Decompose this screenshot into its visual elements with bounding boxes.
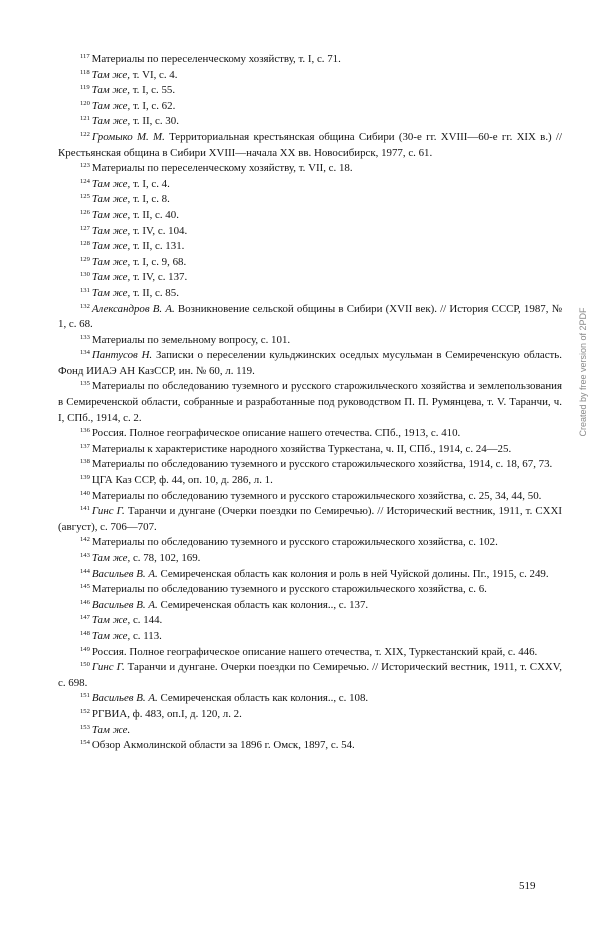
footnote-number: 124 — [80, 177, 90, 185]
footnote-text: Записки о переселении кульджинских оседлых мусульман в Семиреченскую область. Фонд ИИАЭ АН КазССР, ин. № 60, л. 119. — [58, 349, 562, 377]
footnote — [58, 348, 562, 379]
footnote — [58, 224, 562, 240]
footnote-author: Гинс Г. — [91, 661, 125, 674]
footnote-number: 121 — [80, 115, 90, 123]
footnote-number: 147 — [80, 614, 90, 622]
footnote-author: Там же, — [91, 99, 131, 112]
watermark-text: Created by free version of 2PDF — [578, 307, 588, 437]
footnote — [58, 473, 562, 489]
footnote-text: Территориальная крестьянская община Сибири (30-е гг. XVIII—60-е гг. XIX в.) // Крестьянская община в Сибири XVIII—начала XX вв. Новосибирск, 1977, с. 61. — [58, 130, 562, 159]
footnote-text: Обзор Акмолинской области за 1896 г. Омск, 1897, с. 54. — [91, 739, 355, 752]
footnote — [58, 582, 562, 598]
footnote-text: т. II, с. 30. — [130, 115, 179, 128]
footnote-text: с. 78, 102, 169. — [130, 552, 201, 564]
footnote — [58, 270, 562, 286]
footnote — [58, 286, 562, 302]
footnote — [58, 208, 562, 224]
footnote-number: 138 — [80, 458, 90, 466]
footnote — [58, 239, 562, 255]
footnote — [58, 738, 562, 754]
footnote-text: Таранчи и дунгане. Очерки поездки по Семиречью. // Исторический вестник, 1911, т. CXXV, с. 698. — [58, 661, 562, 689]
footnote-author: Там же, — [91, 552, 131, 564]
footnote-number: 145 — [80, 583, 90, 591]
page-number: 519 — [519, 880, 536, 892]
footnote-text: с. 144. — [130, 614, 163, 627]
footnote-number: 129 — [80, 255, 90, 263]
footnote-author: Там же. — [91, 723, 131, 736]
footnote — [58, 504, 562, 535]
footnote — [58, 255, 562, 271]
footnote-author: Там же, — [91, 177, 131, 190]
footnote-author: Васильев В. А. — [91, 692, 158, 705]
footnote-text: т. I, с. 55. — [129, 84, 176, 97]
footnote-number: 150 — [80, 661, 90, 669]
footnote-text: т. IV, с. 137. — [130, 271, 188, 284]
footnote-number: 144 — [80, 567, 90, 575]
footnote-text: Семиреченская область как колония.., с. 108. — [157, 692, 369, 705]
footnote-number: 141 — [80, 505, 90, 513]
footnote — [58, 691, 562, 707]
footnote-text: т. I, с. 62. — [130, 99, 176, 112]
footnote — [58, 723, 562, 739]
footnote-number: 127 — [80, 224, 90, 232]
footnote-author: Там же, — [91, 68, 130, 81]
footnote — [58, 613, 562, 629]
footnote — [58, 489, 562, 505]
footnote-text: Материалы по обследованию туземного и русского старожильческого хозяйства, 1914, с. 18, 67, 73. — [91, 458, 553, 471]
footnote-text: Материалы к характеристике народного хозяйства Туркестана, ч. II, СПб., 1914, с. 24—25. — [91, 442, 512, 455]
footnote — [58, 192, 562, 208]
footnote-number: 125 — [80, 193, 90, 201]
footnote-author: Васильев В. А. — [91, 598, 158, 611]
footnote — [58, 535, 562, 551]
footnote-author: Там же, — [91, 629, 131, 642]
footnote-author: Там же, — [91, 271, 131, 284]
footnote — [58, 379, 562, 426]
footnotes-list — [58, 52, 562, 754]
footnote-number: 120 — [80, 99, 90, 107]
footnote — [58, 114, 562, 130]
footnote — [58, 99, 562, 115]
footnote — [58, 551, 562, 567]
footnote-number: 130 — [80, 271, 90, 279]
footnote-number: 151 — [80, 692, 90, 700]
footnote-text: т. II, с. 40. — [130, 208, 179, 221]
footnote-text: Возникновение сельской общины в Сибири (XVII век). // История СССР, 1987, № 1, с. 68. — [58, 302, 562, 331]
footnote — [58, 130, 562, 161]
footnote — [58, 161, 562, 177]
footnote-author: Пантусов Н. — [91, 349, 153, 362]
footnote-text: Материалы по земельному вопросу, с. 101. — [91, 333, 291, 346]
footnote — [58, 426, 562, 442]
footnote — [58, 707, 562, 723]
footnote-author: Там же, — [91, 255, 131, 268]
footnote-number: 135 — [80, 380, 90, 388]
footnote-text: Материалы по переселенческому хозяйству, т. VII, с. 18. — [91, 162, 353, 175]
footnote-text: т. I, с. 8. — [130, 193, 170, 206]
footnote — [58, 333, 562, 349]
footnote-text: с. 113. — [130, 629, 162, 642]
footnote-number: 142 — [80, 536, 90, 544]
footnote — [58, 457, 562, 473]
footnote-number: 134 — [80, 349, 90, 357]
footnote-author: Гинс Г. — [91, 505, 125, 518]
footnote-author: Там же, — [91, 240, 131, 253]
footnote-text: Материалы по обследованию туземного и русского старожильческого хозяйства, с. 102. — [91, 536, 498, 549]
footnote-author: Там же, — [91, 115, 131, 128]
footnote — [58, 598, 562, 614]
footnote-number: 143 — [80, 552, 90, 559]
footnote-number: 118 — [80, 68, 90, 76]
footnote-text: Материалы по обследованию туземного и русского старожильческого хозяйства, с. 25, 34, 44, 50. — [91, 489, 542, 502]
footnote-number: 131 — [80, 286, 90, 294]
footnote-text: т. II, с. 131. — [130, 240, 185, 253]
footnote-number: 126 — [80, 208, 90, 216]
footnote-number: 137 — [80, 442, 90, 450]
footnote-number: 146 — [80, 598, 90, 606]
footnote-author: Громыко М. М. — [91, 130, 165, 143]
footnote-author: Там же, — [91, 614, 131, 627]
footnote-author: Там же, — [91, 286, 131, 299]
footnote-number: 136 — [80, 427, 90, 435]
footnote-number: 152 — [80, 707, 90, 715]
footnote-number: 123 — [80, 162, 90, 170]
footnote-author: Васильев В. А. — [91, 567, 158, 580]
footnote-text: Россия. Полное географическое описание нашего отечества, т. XIX, Туркестанский край, с. 446. — [91, 645, 538, 658]
footnote-text: т. II, с. 85. — [130, 286, 179, 299]
footnote — [58, 68, 562, 84]
footnote-text: т. I, с. 4. — [130, 177, 170, 190]
footnote-text: т. I, с. 9, 68. — [130, 255, 187, 268]
footnote — [58, 302, 562, 333]
footnote-author: Там же, — [91, 84, 130, 97]
footnote-number: 153 — [80, 723, 90, 731]
footnote — [58, 660, 562, 691]
footnote-text: Материалы по переселенческому хозяйству, т. I, с. 71. — [91, 53, 341, 65]
footnote-text: Таранчи и дунгане (Очерки поездки по Семиречью). // Исторический вестник, 1911, т. CXXI (август), с. 706—707. — [58, 505, 562, 533]
footnote-number: 119 — [80, 84, 90, 92]
footnote-author: Там же, — [91, 193, 131, 206]
footnote-author: Александров В. А. — [91, 302, 175, 315]
footnote-number: 133 — [80, 333, 90, 341]
footnote-number: 154 — [80, 739, 90, 747]
footnote-number: 122 — [80, 130, 90, 138]
footnote — [58, 177, 562, 193]
footnote-author: Там же, — [91, 208, 131, 221]
footnote-text: т. VI, с. 4. — [129, 68, 178, 81]
footnote-text: Россия. Полное географическое описание нашего отечества. СПб., 1913, с. 410. — [91, 427, 461, 440]
footnote-number: 149 — [80, 645, 90, 653]
footnote-number: 128 — [80, 240, 90, 248]
footnote-number: 148 — [80, 629, 90, 637]
footnote-number: 139 — [80, 474, 90, 482]
footnote-number: 140 — [80, 489, 90, 497]
footnote-text: Семиреченская область как колония и роль в ней Чуйской долины. Пг., 1915, с. 249. — [157, 567, 549, 580]
footnote-text: ЦГА Каз ССР, ф. 44, оп. 10, д. 286, л. 1. — [91, 474, 273, 487]
footnote-text: Семиреченская область как колония.., с. 137. — [157, 598, 369, 611]
footnote — [58, 52, 562, 68]
footnote — [58, 567, 562, 583]
footnote-author: Там же, — [91, 224, 131, 237]
footnote-number: 132 — [80, 302, 90, 310]
footnote-text: т. IV, с. 104. — [130, 224, 188, 237]
footnote — [58, 442, 562, 458]
footnote — [58, 645, 562, 661]
footnote-text: Материалы по обследованию туземного и русского старожильческого хозяйства и землепользования в Семиреченской области, собранные и разработанные под руководством П. П. Румянцева, т. V. Таранчи, ч. I, СПб., 1914, с. 2. — [58, 380, 562, 424]
footnote — [58, 83, 562, 99]
footnote-text: Материалы по обследованию туземного и русского старожильческого хозяйства, с. 6. — [91, 583, 487, 596]
footnote-text: РГВИА, ф. 483, оп.I, д. 120, л. 2. — [91, 707, 242, 720]
footnote-number: 117 — [80, 53, 90, 60]
footnote — [58, 629, 562, 645]
